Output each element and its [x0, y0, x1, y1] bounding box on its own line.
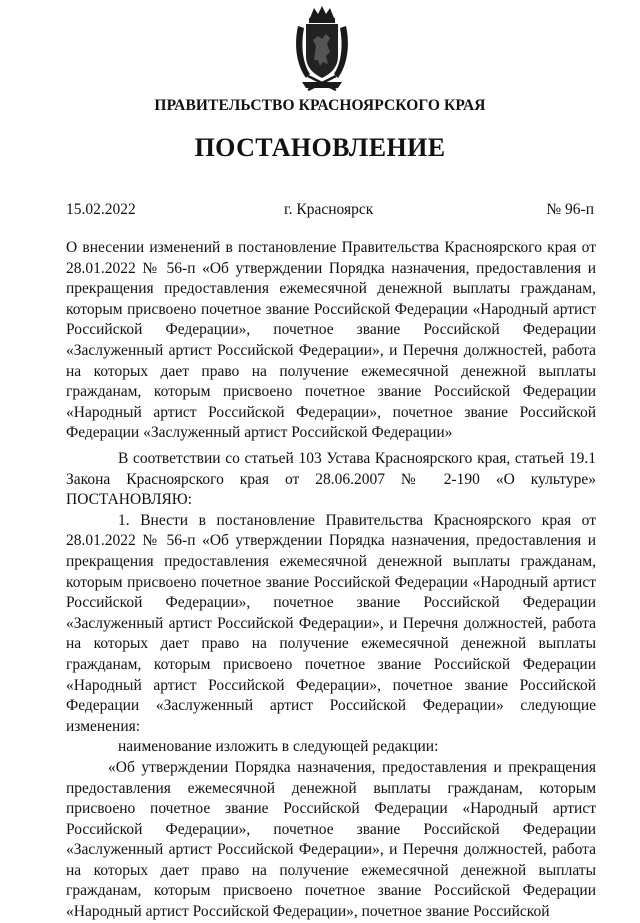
preamble-paragraph	[66, 449, 596, 511]
document-city: г. Красноярск	[284, 201, 374, 218]
document-date: 15.02.2022	[66, 201, 136, 218]
document-body	[66, 449, 596, 923]
coat-of-arms-icon	[292, 4, 352, 92]
organization-name: ПРАВИТЕЛЬСТВО КРАСНОЯРСКОГО КРАЯ	[154, 97, 486, 114]
preamble-text: В соответствии со статьей 103 Устава Красноярского края, статьей 19.1 Закона Красноярского края от 28.06.2007 № 2-190 «О культуре»	[66, 450, 596, 488]
document-type: ПОСТАНОВЛЕНИЕ	[194, 133, 446, 162]
sub-item-paragraph: наименование изложить в следующей редакции:	[118, 738, 439, 756]
quoted-title-paragraph: «Об утверждении Порядка назначения, предоставления и прекращения предоставления ежемесячной денежной выплаты гражданам, которым присвоено почетное звание Российской Федерации «Народный артист Российской Федерации», почетное звание Российской Федерации «Заслуженный артист Российской Федерации», и Перечня должностей, работа на которых дает право на получение ежемесячной денежной выплаты гражданам, которым присвоено почетное звание Российской Федерации «Народный артист Российской Федерации», почетное звание Российской	[66, 758, 596, 921]
decree-word: ПОСТАНОВЛЯЮ:	[66, 491, 193, 509]
item-1-paragraph: 1. Внести в постановление Правительства Красноярского края от 28.01.2022 № 56-п «Об утверждении Порядка назначения, предоставления и прекращения предоставления ежемесячной денежной выплаты гражданам, которым присвоено почетное звание Российской Федерации «Народный артист Российской Федерации», почетное звание Российской Федерации «Заслуженный артист Российской Федерации», и Перечня должностей, работа на которых дает право на получение ежемесячной денежной выплаты гражданам, которым присвоено почетное звание Российской Федерации «Народный артист Российской Федерации», почетное звание Российской Федерации «Заслуженный артист Российской Федерации» следующие изменения:	[66, 511, 596, 735]
document-number: № 96-п	[546, 201, 594, 218]
document-title: О внесении изменений в постановление Правительства Красноярского края от 28.01.2022 № 56-п «Об утверждении Порядка назначения, предоставления и прекращения предоставления ежемесячной денежной выплаты гражданам, которым присвоено почетное звание Российской Федерации «Народный артист Российской Федерации», почетное звание Российской Федерации «Заслуженный артист Российской Федерации», и Перечня должностей, работа на которых дает право на получение ежемесячной денежной выплаты гражданам, которым присвоено почетное звание Российской Федерации «Народный артист Российской Федерации», почетное звание Российской Федерации «Заслуженный артист Российской Федерации»	[66, 239, 596, 442]
